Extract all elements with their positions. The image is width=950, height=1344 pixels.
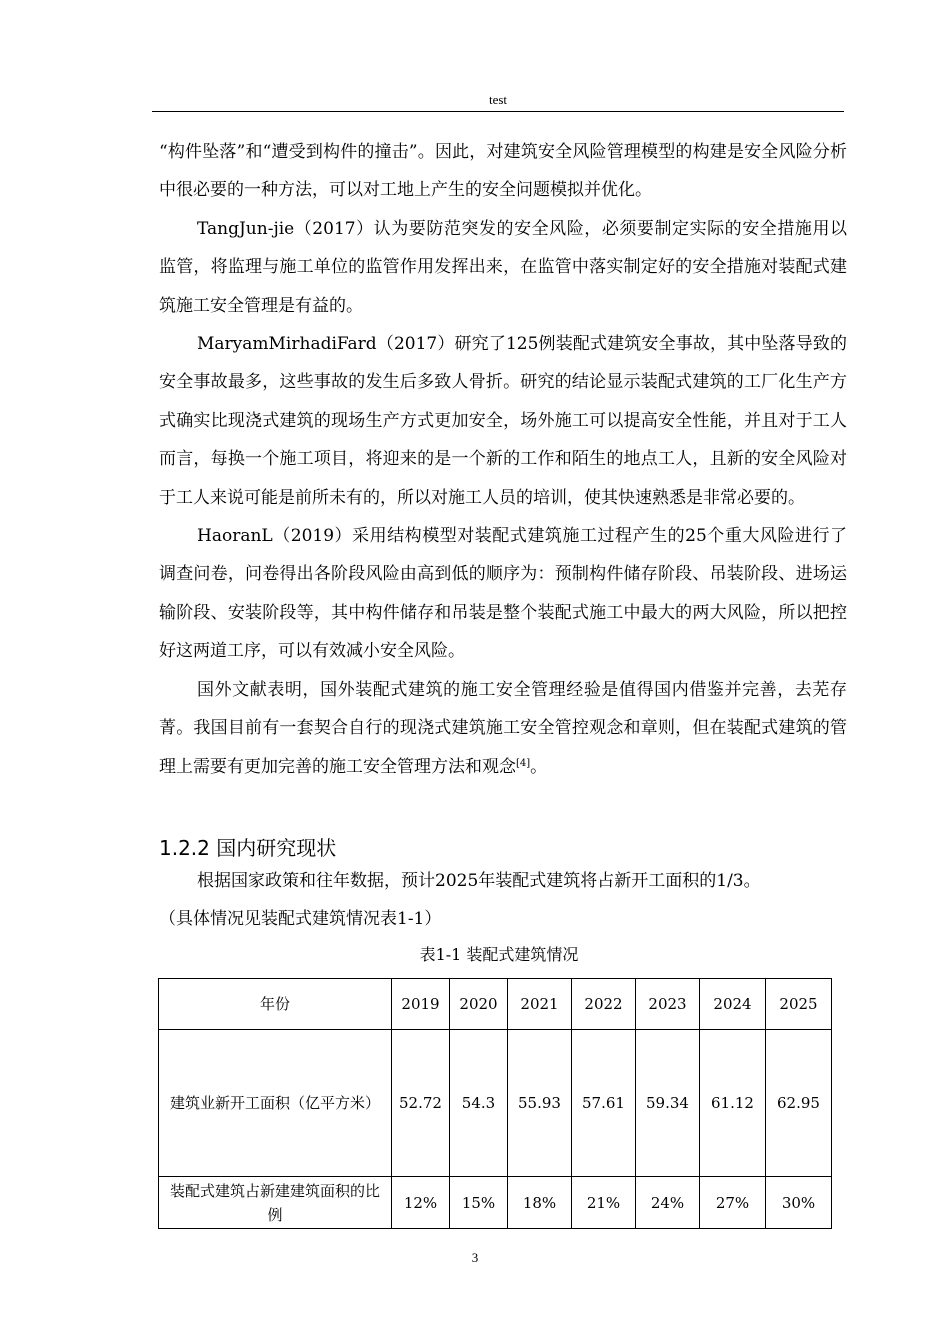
citation-reference: [4]	[516, 757, 531, 769]
table-cell: 61.12	[700, 1030, 766, 1177]
paragraph: HaoranL（2019）采用结构模型对装配式建筑施工过程产生的25个重大风险进行了调查问卷，问卷得出各阶段风险由高到低的顺序为：预制构件储存阶段、吊装阶段、进场运输阶段、安装阶段等，其中构件储存和吊装是整个装配式施工中最大的两大风险，所以把控好这两道工序，可以有效减小安全风险。	[159, 526, 847, 662]
section-heading: 1.2.2 国内研究现状	[159, 836, 337, 860]
table-cell: 59.34	[636, 1030, 700, 1177]
table-header-year: 2020	[450, 979, 508, 1030]
paragraph: （具体情况见装配式建筑情况表1-1）	[159, 909, 442, 929]
page-number: 3	[471, 1250, 479, 1265]
table-header-year: 2024	[700, 979, 766, 1030]
table-cell: 21%	[572, 1177, 636, 1229]
paragraph	[159, 671, 847, 786]
paragraph-text: 国外文献表明，国外装配式建筑的施工安全管理经验是值得国内借鉴并完善，去芜存菁。我国目前有一套契合自行的现浇式建筑施工安全管控观念和章则，但在装配式建筑的管理上需要有更加完善的施工安全管理方法和观念	[159, 679, 847, 777]
paragraph: MaryamMirhadiFard（2017）研究了125例装配式建筑安全事故，其中坠落导致的安全事故最多，这些事故的发生后多致人骨折。研究的结论显示装配式建筑的工厂化生产方式确实比现浇式建筑的现场生产方式更加安全，场外施工可以提高安全性能，并且对于工人而言，每换一个施工项目，将迎来的是一个新的工作和陌生的地点工人，且新的安全风险对于工人来说可能是前所未有的，所以对施工人员的培训，使其快速熟悉是非常必要的。	[159, 334, 847, 508]
table-cell: 12%	[392, 1177, 450, 1229]
table-header-label: 年份	[159, 979, 392, 1030]
table-row-label: 建筑业新开工面积（亿平方米）	[159, 1030, 392, 1177]
paragraph: “构件坠落”和“遭受到构件的撞击”。因此，对建筑安全风险管理模型的构建是安全风险分析中很必要的一种方法，可以对工地上产生的安全问题模拟并优化。	[159, 142, 847, 201]
paragraph: 根据国家政策和往年数据，预计2025年装配式建筑将占新开工面积的1/3。	[197, 871, 761, 891]
table-cell: 24%	[636, 1177, 700, 1229]
table-row-label: 装配式建筑占新建建筑面积的比例	[159, 1177, 392, 1229]
table-header-row	[159, 979, 832, 1030]
table-cell: 54.3	[450, 1030, 508, 1177]
header-divider	[152, 111, 844, 112]
table-header-year: 2022	[572, 979, 636, 1030]
table-cell: 18%	[508, 1177, 572, 1229]
table-cell: 15%	[450, 1177, 508, 1229]
table-cell: 52.72	[392, 1030, 450, 1177]
table-cell: 30%	[766, 1177, 832, 1229]
table-header-year: 2021	[508, 979, 572, 1030]
page-header: test	[488, 92, 508, 107]
table-cell: 57.61	[572, 1030, 636, 1177]
paragraph: TangJun-jie（2017）认为要防范突发的安全风险，必须要制定实际的安全措施用以监管，将监理与施工单位的监管作用发挥出来，在监管中落实制定好的安全措施对装配式建筑施工安全管理是有益的。	[159, 218, 847, 316]
paragraph-end: 。	[530, 756, 548, 777]
table-cell: 62.95	[766, 1030, 832, 1177]
table-header-year: 2023	[636, 979, 700, 1030]
table-cell: 27%	[700, 1177, 766, 1229]
table-header-year: 2019	[392, 979, 450, 1030]
table-caption: 表1-1 装配式建筑情况	[419, 945, 579, 964]
table-row	[159, 1030, 832, 1177]
table-header-year: 2025	[766, 979, 832, 1030]
table-row	[159, 1177, 832, 1229]
table-cell: 55.93	[508, 1030, 572, 1177]
data-table	[158, 978, 832, 1229]
section-body	[159, 862, 847, 938]
body-text	[159, 133, 847, 786]
